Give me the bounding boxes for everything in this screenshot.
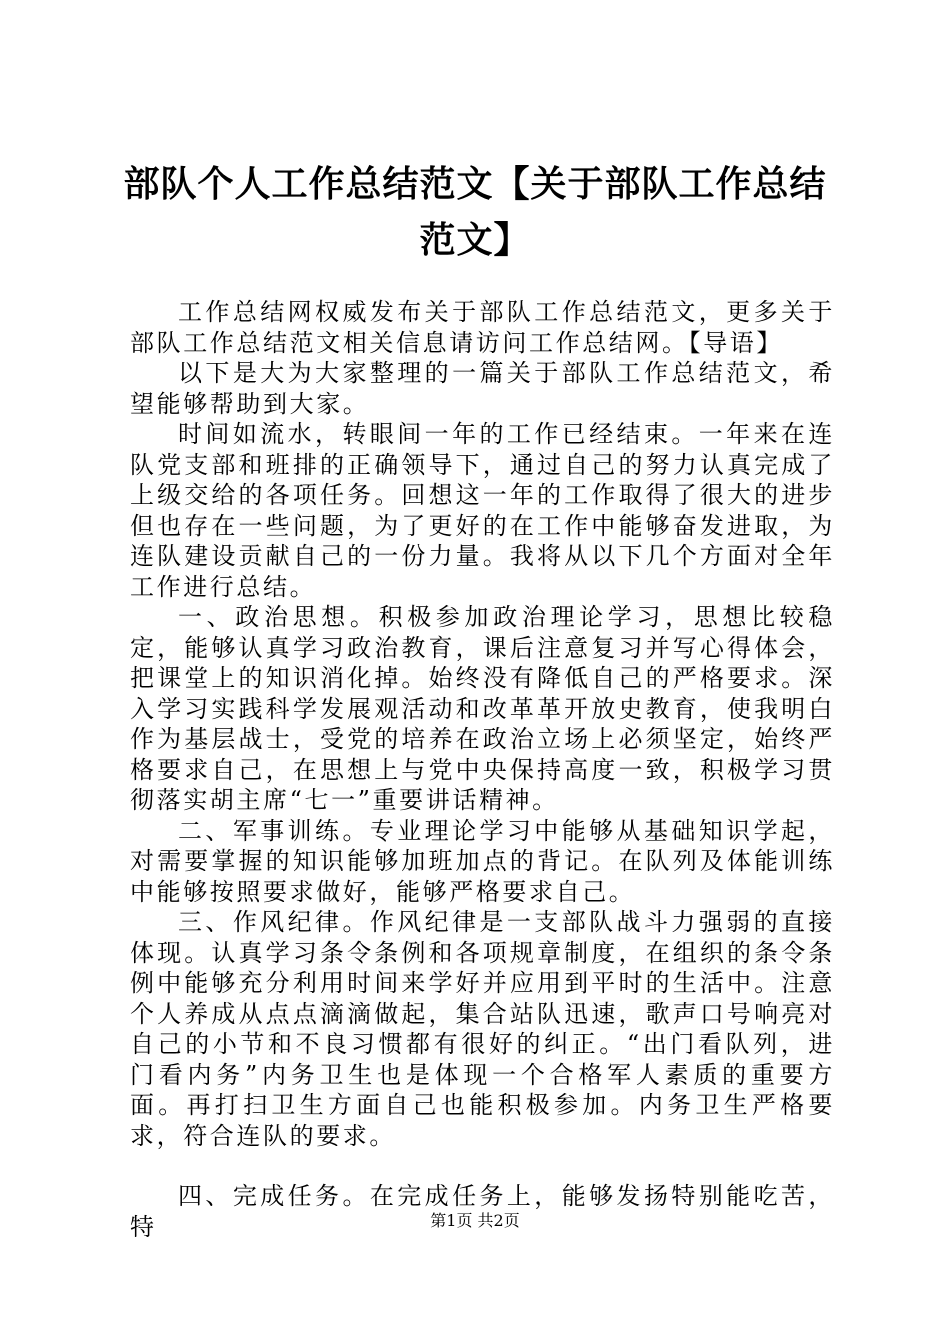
paragraph-military-training: 二、军事训练。专业理论学习中能够从基础知识学起，对需要掌握的知识能够加班加点的背记。在队列及体能训练中能够按照要求做好，能够严格要求自己。 [130, 816, 835, 906]
paragraph-tasks: 四、完成任务。在完成任务上，能够发扬特别能吃苦，特 [130, 1182, 835, 1241]
page-footer: 第1页 共2页 [430, 1211, 520, 1230]
paragraph-preface: 以下是大为大家整理的一篇关于部队工作总结范文，希望能够帮助到大家。 [130, 359, 835, 418]
paragraph-overview: 时间如流水，转眼间一年的工作已经结束。一年来在连队党支部和班排的正确领导下，通过自己的努力认真完成了上级交给的各项任务。回想这一年的工作取得了很大的进步但也存在一些问题，为了更好的在工作中能够奋发进取，为连队建设贡献自己的一份力量。我将从以下几个方面对全年工作进行总结。 [130, 420, 835, 601]
document-body [130, 297, 835, 1242]
document-title: 部队个人工作总结范文【关于部队工作总结范文】 [123, 163, 827, 261]
paragraph-intro: 工作总结网权威发布关于部队工作总结范文，更多关于部队工作总结范文相关信息请访问工作总结网。【导语】 [130, 298, 835, 357]
paragraph-discipline: 三、作风纪律。作风纪律是一支部队战斗力强弱的直接体现。认真学习条令条例和各项规章制度，在组织的条令条例中能够充分利用时间来学好并应用到平时的生活中。注意个人养成从点点滴滴做起，集合站队迅速，歌声口号响亮对自己的小节和不良习惯都有很好的纠正。“出门看队列，进门看内务”内务卫生也是体现一个合格军人素质的重要方面。再打扫卫生方面自己也能积极参加。内务卫生严格要求，符合连队的要求。 [130, 908, 835, 1150]
paragraph-political: 一、政治思想。积极参加政治理论学习，思想比较稳定，能够认真学习政治教育，课后注意复习并写心得体会，把课堂上的知识消化掉。始终没有降低自己的严格要求。深入学习实践科学发展观活动和改革革开放史教育，使我明白作为基层战士，受党的培养在政治立场上必须坚定，始终严格要求自己，在思想上与党中央保持高度一致，积极学习贯彻落实胡主席“七一”重要讲话精神。 [130, 603, 835, 814]
